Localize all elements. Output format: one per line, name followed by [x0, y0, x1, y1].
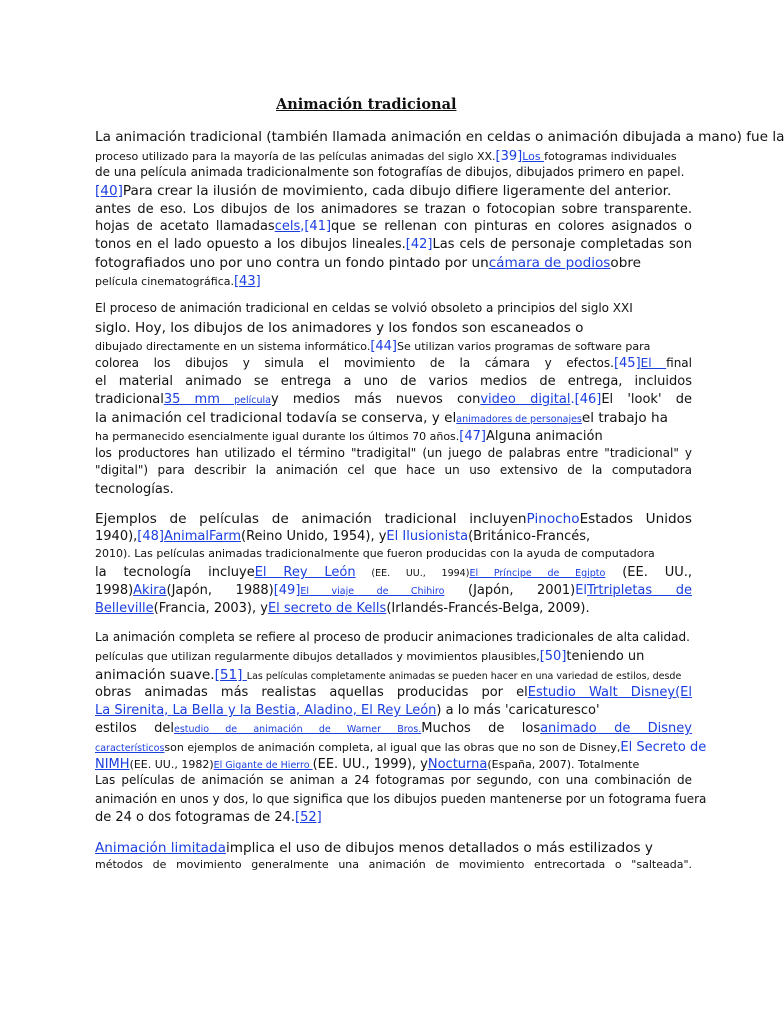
text-line	[95, 447, 692, 461]
text-line	[95, 430, 692, 445]
hyperlink[interactable]: El Rey León	[254, 565, 356, 580]
text-run: (EE. UU., 1999), y	[312, 757, 428, 772]
text-run: animación en unos y dos, lo que significa que los dibujos pueden mantenerse por un fotograma fuera	[95, 792, 707, 806]
hyperlink[interactable]: [45]	[613, 356, 641, 371]
text-run: (EE. UU., 1994)	[355, 568, 470, 579]
text-run: El proceso de animación tradicional en celdas se volvió obsoleto a principios del siglo XXI	[95, 301, 633, 315]
page-title: Animación tradicional	[276, 96, 457, 113]
hyperlink[interactable]: ,[41]	[300, 219, 332, 234]
text-line	[95, 340, 692, 355]
hyperlink[interactable]: La Sirenita, La Bella y la Bestia, Aladino, El Rey León	[95, 703, 437, 718]
text-run: son ejemplos de animación completa, al igual que las obras que no son de Disney,	[164, 741, 621, 754]
hyperlink[interactable]: Akira	[133, 583, 167, 598]
text-run: la animación cel tradicional todavía se conserva, y el	[95, 410, 457, 426]
text-line	[95, 841, 692, 857]
text-line	[95, 811, 692, 826]
hyperlink[interactable]: El Príncipe de Egipto	[469, 568, 606, 579]
hyperlink[interactable]: Los	[522, 150, 545, 163]
text-run: tradicional	[95, 392, 164, 407]
text-run: que se rellenan con pinturas en colores asignados o	[331, 219, 692, 234]
text-line	[95, 631, 692, 645]
text-line	[95, 275, 692, 290]
text-run: ) a lo más 'caricaturesco'	[436, 703, 600, 718]
text-line	[95, 650, 692, 665]
text-line	[95, 375, 692, 390]
text-run: el trabajo ha	[581, 410, 668, 426]
hyperlink[interactable]: El Gigante de Hierro	[213, 760, 313, 771]
text-run: siglo. Hoy, los dibujos de los animadores y los fondos son escaneados o	[95, 320, 584, 336]
text-line	[95, 548, 692, 561]
hyperlink[interactable]: [47]	[459, 429, 486, 444]
text-run: final	[666, 356, 692, 370]
text-run: Muchos de los	[421, 721, 541, 736]
text-run: antes de eso. Los dibujos de los animadores se trazan o fotocopian sobre transparente.	[95, 202, 692, 217]
hyperlink[interactable]: animadores de personajes	[456, 414, 582, 425]
hyperlink[interactable]: video digital	[480, 392, 571, 407]
text-run: dibujado directamente en un sistema informático.	[95, 340, 371, 353]
text-run: El 'look' de	[601, 392, 692, 407]
text-run: proceso utilizado para la mayoría de las películas animadas del siglo XX.	[95, 150, 496, 163]
hyperlink[interactable]: película	[234, 395, 271, 406]
hyperlink[interactable]: .[46]	[570, 392, 602, 407]
text-line	[95, 464, 692, 478]
hyperlink[interactable]: Nocturna	[427, 757, 488, 772]
hyperlink[interactable]: AnimalFarm	[163, 529, 242, 544]
hyperlink[interactable]: Trtripletas de	[587, 583, 693, 598]
hyperlink[interactable]: El Secreto de	[620, 740, 707, 755]
text-run: tonos en el lado opuesto a los dibujos lineales.	[95, 237, 406, 252]
text-line	[95, 602, 692, 617]
text-run: obras animadas más realistas aquellas producidas por el	[95, 685, 528, 700]
text-run: obre	[610, 255, 641, 271]
text-line	[95, 512, 692, 528]
text-run: (EE. UU.,	[605, 565, 692, 580]
hyperlink[interactable]: Pinocho	[526, 511, 580, 527]
hyperlink[interactable]: El Ilusionista	[386, 529, 469, 544]
text-line	[95, 774, 692, 788]
hyperlink[interactable]: [40]	[95, 183, 123, 199]
text-run: Las películas de animación se animan a 24 fotogramas por segundo, con una combinación de	[95, 773, 692, 787]
text-line	[95, 357, 692, 372]
hyperlink[interactable]: característicos	[95, 743, 165, 754]
text-line	[95, 859, 692, 872]
text-run: 2010). Las películas animadas tradicionalmente que fueron producidas con la ayuda de computadora	[95, 547, 655, 560]
text-run: teniendo un	[566, 649, 645, 664]
text-line	[95, 722, 692, 737]
text-run: Las películas completamente animadas se pueden hacer en una variedad de estilos, desde	[246, 671, 682, 682]
hyperlink[interactable]: cels	[274, 219, 301, 234]
text-run: colorea los dibujos y simula el movimiento de la cámara y efectos.	[95, 356, 614, 370]
text-run: (Japón, 1988)	[166, 583, 274, 598]
hyperlink[interactable]: [50]	[539, 649, 567, 664]
text-run: (Irlandés-Francés-Belga, 2009).	[386, 601, 590, 616]
text-run: Alguna animación	[485, 429, 603, 444]
hyperlink[interactable]: [42]	[405, 237, 433, 252]
text-line	[95, 184, 692, 200]
text-run: (Reino Unido, 1954), y	[241, 529, 387, 544]
text-run: los productores han utilizado el término "tradigital" (un juego de palabras entre "tradicional" y	[95, 446, 692, 460]
hyperlink[interactable]: Animación limitada	[95, 840, 226, 856]
hyperlink[interactable]: estudio de animación de Warner Bros.	[174, 724, 422, 735]
hyperlink[interactable]: [43]	[233, 274, 261, 289]
hyperlink[interactable]: [48]	[137, 529, 164, 544]
hyperlink[interactable]: 35 mm	[163, 392, 235, 407]
hyperlink[interactable]: [49]	[273, 583, 301, 598]
text-line	[95, 393, 692, 408]
text-run: fotografiados uno por uno contra un fondo pintado por un	[95, 255, 489, 271]
hyperlink[interactable]: NIMH	[95, 757, 130, 772]
text-run: 1940),	[95, 529, 138, 544]
text-run: métodos de movimiento generalmente una animación de movimiento entrecortada o "salteada".	[95, 858, 692, 871]
text-line	[95, 740, 707, 756]
text-line	[95, 203, 692, 218]
text-run: de 24 o dos fotogramas de 24.	[95, 810, 295, 825]
hyperlink[interactable]: [52]	[295, 810, 322, 825]
text-run: (EE. UU., 1982)	[129, 758, 214, 771]
hyperlink[interactable]: El viaje de Chihiro	[300, 586, 445, 597]
text-line	[95, 530, 692, 545]
text-run: películas que utilizan regularmente dibujos detallados y movimientos plausibles,	[95, 650, 540, 663]
text-line	[95, 150, 692, 165]
text-line	[95, 411, 692, 427]
hyperlink[interactable]: cámara de podios	[488, 255, 611, 271]
text-line	[95, 704, 692, 719]
text-line	[95, 129, 784, 146]
text-run: (Japón, 2001)	[444, 583, 576, 598]
text-run: y medios más nuevos con	[270, 392, 481, 407]
hyperlink[interactable]: Belleville	[95, 601, 154, 616]
text-run: animación suave.	[95, 667, 215, 683]
hyperlink[interactable]: [44]	[370, 339, 397, 354]
text-run: Para crear la ilusión de movimiento, cada dibujo difiere ligeramente del anterior.	[122, 183, 672, 199]
text-run: el material animado se entrega a uno de varios medios de entrega, incluidos	[95, 374, 692, 389]
text-line	[95, 792, 707, 807]
text-line	[95, 166, 692, 180]
text-run: (España, 2007). Totalmente	[487, 758, 640, 771]
text-run: (Británico-Francés,	[468, 529, 591, 544]
text-run: estilos del	[95, 721, 175, 736]
text-line	[95, 321, 692, 337]
text-line	[95, 220, 692, 235]
hyperlink[interactable]: animado de Disney	[540, 721, 692, 736]
text-run: La animación tradicional (también llamada animación en celdas o animación dibujada a mano) fue la	[95, 129, 784, 145]
hyperlink[interactable]: [39]	[495, 149, 523, 164]
text-run: Las cels de personaje completadas son	[432, 237, 692, 252]
hyperlink[interactable]: Estudio Walt Disney	[527, 685, 676, 700]
text-line	[95, 686, 692, 701]
hyperlink[interactable]: El	[640, 356, 667, 370]
text-run: implica el uso de dibujos menos detallados o más estilizados y	[225, 840, 653, 856]
hyperlink[interactable]: [51]	[214, 667, 247, 683]
text-line	[95, 483, 692, 498]
text-line	[95, 256, 692, 272]
text-line	[95, 238, 692, 253]
text-run: tecnologías.	[95, 482, 174, 497]
hyperlink[interactable]: El secreto de Kells	[267, 601, 387, 616]
text-run: (Francia, 2003), y	[153, 601, 268, 616]
text-run: "digital") para describir la animación cel que hace un uso extensivo de la computadora	[95, 463, 692, 477]
text-run: la tecnología incluye	[95, 565, 255, 580]
text-line	[95, 566, 692, 581]
text-run: película cinematográfica.	[95, 275, 234, 288]
text-run: Se utilizan varios programas de software para	[397, 340, 651, 353]
text-run: 1998)	[95, 583, 134, 598]
text-run: fotogramas individuales	[544, 150, 677, 163]
text-run: Ejemplos de películas de animación tradicional incluyen	[95, 511, 527, 527]
text-line	[95, 584, 692, 599]
hyperlink[interactable]: El	[575, 583, 588, 598]
text-run: Estados Unidos	[579, 511, 692, 527]
hyperlink[interactable]: (El	[675, 685, 692, 700]
text-line	[95, 758, 692, 773]
text-line	[95, 302, 692, 316]
text-run: La animación completa se refiere al proceso de producir animaciones tradicionales de alta calidad.	[95, 630, 690, 644]
text-run: de una película animada tradicionalmente son fotografías de dibujos, dibujados primero en papel.	[95, 165, 685, 179]
text-line	[95, 668, 692, 684]
text-run: hojas de acetato llamadas	[95, 219, 275, 234]
text-run: ha permanecido esencialmente igual durante los últimos 70 años.	[95, 430, 460, 443]
